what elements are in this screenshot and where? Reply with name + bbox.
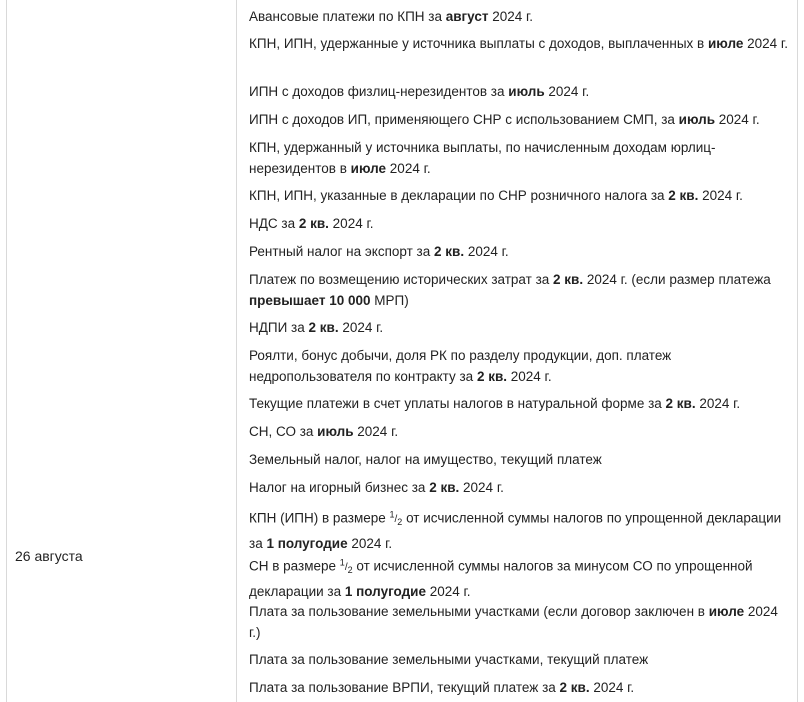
payment-item: ИПН с доходов физлиц-нерезидентов за июль 2024 г. <box>249 84 590 99</box>
payment-item: Авансовые платежи по КПН за август 2024 г. <box>249 9 534 24</box>
payment-item: КПН, ИПН, указанные в декларации по СНР розничного налога за 2 кв. 2024 г. <box>249 188 743 203</box>
payment-item: КПН (ИПН) в размере $^1/_2$ от исчисленной суммы налогов по упрощенной декларации за 1 полугодие 2024 г. <box>249 510 782 552</box>
payment-item: Налог на игорный бизнес за 2 кв. 2024 г. <box>249 480 504 495</box>
payment-item: Земельный налог, налог на имущество, текущий платеж <box>249 452 602 467</box>
payment-item: Плата за пользование земельными участками (если договор заключен в июле 2024 г.) <box>249 604 778 640</box>
payment-item: Текущие платежи в счет уплаты налогов в натуральной форме за 2 кв. 2024 г. <box>249 396 741 411</box>
payment-item: КПН, ИПН, удержанные у источника выплаты с доходов, выплаченных в июле 2024 г. <box>249 36 788 51</box>
payment-item: НДС за 2 кв. 2024 г. <box>249 216 374 231</box>
payment-item: СН в размере $^1/_2$ от исчисленной суммы налогов за минусом СО по упрощенной декларации за 1 полугодие 2024 г. <box>249 558 753 600</box>
payment-item: НДПИ за 2 кв. 2024 г. <box>249 320 384 335</box>
column-divider <box>236 0 237 702</box>
payment-item: Роялти, бонус добычи, доля РК по разделу продукции, доп. платеж недропользователя по контракту за 2 кв. 2024 г. <box>249 348 672 384</box>
payment-item: КПН, удержанный у источника выплаты, по начисленным доходам юрлиц-нерезидентов в июле 2024 г. <box>249 140 716 176</box>
payment-item: Плата за пользование земельными участками, текущий платеж <box>249 652 649 667</box>
payment-item: Плата за пользование ВРПИ, текущий платеж за 2 кв. 2024 г. <box>249 680 635 695</box>
date-cell: 26 августа <box>15 548 83 564</box>
payment-item: СН, СО за июль 2024 г. <box>249 424 399 439</box>
payment-item: ИПН с доходов ИП, применяющего СНР с использованием СМП, за июль 2024 г. <box>249 112 760 127</box>
payment-item: Платеж по возмещению исторических затрат за 2 кв. 2024 г. (если размер платежа превышает 10 000 МРП) <box>249 272 771 308</box>
tax-calendar-table <box>6 0 798 702</box>
payment-item: Рентный налог на экспорт за 2 кв. 2024 г. <box>249 244 509 259</box>
